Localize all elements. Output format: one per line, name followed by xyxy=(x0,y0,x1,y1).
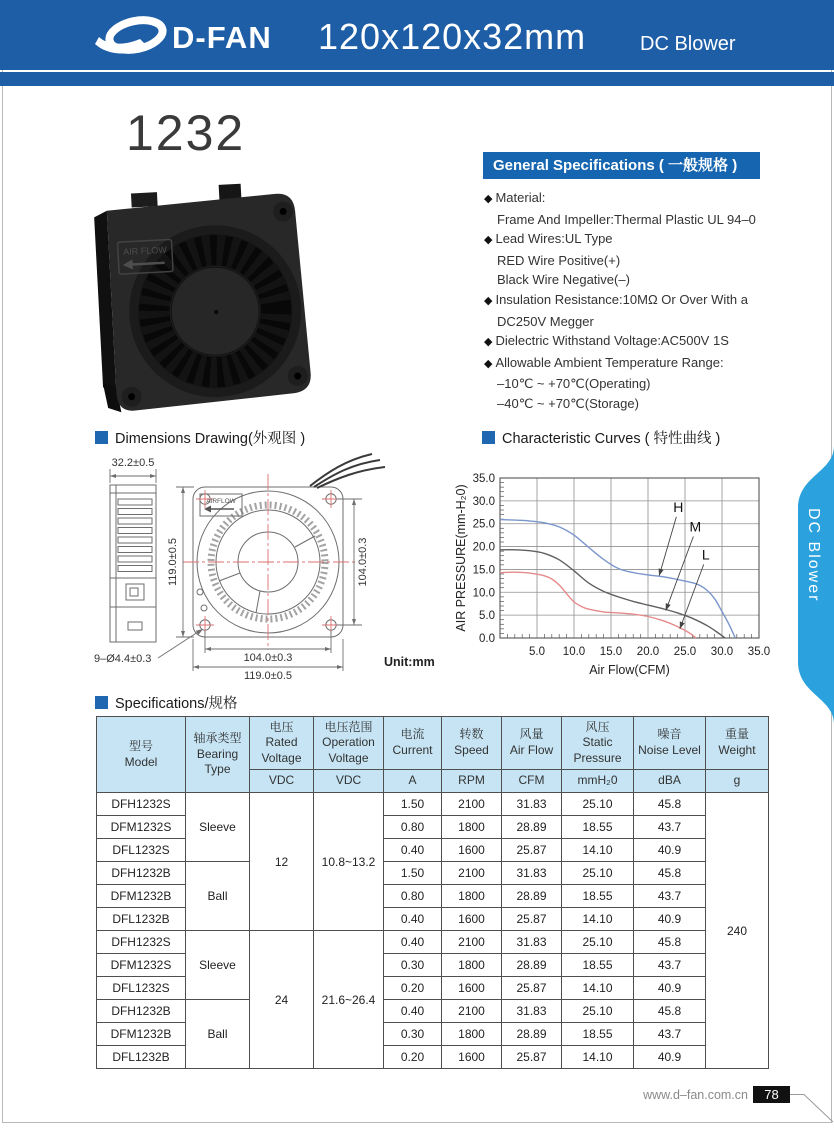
general-spec-item: ◆ Dielectric Withstand Voltage:AC500V 1S xyxy=(484,333,729,349)
cell-model: DFM1232S xyxy=(97,954,186,977)
dim-hole-pitch-right: 104.0±0.3 xyxy=(357,537,369,587)
cell-operation-voltage: 21.6~26.4 xyxy=(314,931,384,1069)
model-number: 1232 xyxy=(126,105,246,161)
col-header-pressure: 风压 Static Pressure xyxy=(562,717,634,770)
cell-airflow: 31.83 xyxy=(502,862,562,885)
website-text: www.d–fan.com.cn xyxy=(643,1088,748,1102)
diamond-bullet-icon: ◆ xyxy=(484,294,493,307)
cell-noise-level: 43.7 xyxy=(634,816,706,839)
table-row xyxy=(97,793,769,816)
cell-bearing-type: Sleeve xyxy=(186,931,250,1000)
cell-noise-level: 43.7 xyxy=(634,885,706,908)
chart-x-axis-label: Air Flow(CFM) xyxy=(589,663,670,677)
diamond-bullet-icon: ◆ xyxy=(484,193,493,205)
cell-current: 0.80 xyxy=(384,885,442,908)
cell-speed: 1600 xyxy=(442,908,502,931)
general-specs-title-bar: General Specifications ( 一般规格 ) xyxy=(483,152,760,179)
cell-speed: 1600 xyxy=(442,1046,502,1069)
col-unit-op_voltage: VDC xyxy=(314,770,384,793)
general-spec-item: RED Wire Positive(+) xyxy=(497,252,621,268)
airflow-sticker-label: AIR FLOW xyxy=(122,244,167,257)
cell-speed: 2100 xyxy=(442,1000,502,1023)
cell-airflow: 28.89 xyxy=(502,954,562,977)
cell-speed: 1600 xyxy=(442,839,502,862)
curves-title: Characteristic Curves ( 特性曲线 ) xyxy=(502,431,721,447)
product-type-title: DC Blower xyxy=(640,33,736,55)
svg-text:30.0: 30.0 xyxy=(472,495,495,508)
cell-static-pressure: 18.55 xyxy=(562,1023,634,1046)
cell-model: DFH1232S xyxy=(97,931,186,954)
cell-bearing-type: Ball xyxy=(186,1000,250,1069)
fan-logo-icon xyxy=(94,13,168,59)
general-spec-item: ◆ Material: xyxy=(484,190,546,205)
col-unit-voltage: VDC xyxy=(250,770,314,793)
cell-static-pressure: 25.10 xyxy=(562,1000,634,1023)
svg-text:20.0: 20.0 xyxy=(636,646,660,658)
general-spec-item: –40℃ ~ +70℃(Storage) xyxy=(497,395,639,411)
col-unit-weight: g xyxy=(706,770,769,793)
cell-current: 0.80 xyxy=(384,816,442,839)
cell-model: DFM1232B xyxy=(97,1023,186,1046)
page-number: 78 xyxy=(753,1086,790,1103)
col-unit-speed: RPM xyxy=(442,770,502,793)
dim-width: 119.0±0.5 xyxy=(243,670,293,682)
cell-rated-voltage: 12 xyxy=(250,793,314,931)
col-header-current: 电流 Current xyxy=(384,717,442,770)
cell-speed: 1800 xyxy=(442,816,502,839)
svg-text:15.0: 15.0 xyxy=(599,646,623,658)
cell-speed: 1600 xyxy=(442,977,502,1000)
cell-current: 1.50 xyxy=(384,793,442,816)
dim-hole-pitch-bottom: 104.0±0.3 xyxy=(243,652,293,664)
specifications-title: Specifications/规格 xyxy=(115,696,238,712)
cell-static-pressure: 14.10 xyxy=(562,839,634,862)
general-spec-item: Frame And Impeller:Thermal Plastic UL 94–0 xyxy=(497,211,756,227)
cell-rated-voltage: 24 xyxy=(250,931,314,1069)
col-header-bearing: 轴承类型 Bearing Type xyxy=(186,717,250,793)
general-spec-item: Black Wire Negative(–) xyxy=(497,272,630,288)
col-header-op_voltage: 电压范围 Operation Voltage xyxy=(314,717,384,770)
cell-speed: 2100 xyxy=(442,862,502,885)
general-specs-list xyxy=(484,188,794,414)
col-unit-current: A xyxy=(384,770,442,793)
section-bullet-icon xyxy=(95,696,108,709)
cell-airflow: 28.89 xyxy=(502,816,562,839)
cell-bearing-type: Ball xyxy=(186,862,250,931)
cell-speed: 1800 xyxy=(442,885,502,908)
cell-current: 0.30 xyxy=(384,954,442,977)
cell-current: 0.20 xyxy=(384,1046,442,1069)
svg-text:5.0: 5.0 xyxy=(529,646,545,658)
svg-text:35.0: 35.0 xyxy=(472,473,495,485)
cell-noise-level: 45.8 xyxy=(634,1000,706,1023)
svg-text:25.0: 25.0 xyxy=(472,518,495,531)
cell-weight: 240 xyxy=(706,793,769,1069)
cell-static-pressure: 18.55 xyxy=(562,885,634,908)
cell-current: 0.40 xyxy=(384,931,442,954)
cell-current: 0.20 xyxy=(384,977,442,1000)
table-row xyxy=(97,862,769,885)
svg-text:15.0: 15.0 xyxy=(472,564,495,577)
cell-airflow: 25.87 xyxy=(502,839,562,862)
cell-speed: 1800 xyxy=(442,954,502,977)
corner-line xyxy=(790,1086,834,1126)
cell-noise-level: 45.8 xyxy=(634,862,706,885)
col-header-weight: 重量 Weight xyxy=(706,717,769,770)
cell-static-pressure: 18.55 xyxy=(562,954,634,977)
cell-model: DFL1232B xyxy=(97,908,186,931)
characteristic-chart xyxy=(452,450,800,692)
cell-model: DFM1232S xyxy=(97,816,186,839)
curve-H xyxy=(500,520,735,638)
cell-current: 0.40 xyxy=(384,1000,442,1023)
cell-airflow: 31.83 xyxy=(502,931,562,954)
cell-model: DFL1232B xyxy=(97,1046,186,1069)
col-header-voltage: 电压 Rated Voltage xyxy=(250,717,314,770)
section-bullet-icon xyxy=(482,431,495,444)
col-unit-noise: dBA xyxy=(634,770,706,793)
svg-text:0.0: 0.0 xyxy=(479,633,495,645)
cell-airflow: 31.83 xyxy=(502,1000,562,1023)
side-tab-label: DC Blower xyxy=(805,508,822,603)
col-header-airflow: 风量 Air Flow xyxy=(502,717,562,770)
cell-static-pressure: 25.10 xyxy=(562,862,634,885)
col-header-noise: 噪音 Noise Level xyxy=(634,717,706,770)
cell-airflow: 28.89 xyxy=(502,885,562,908)
cell-airflow: 25.87 xyxy=(502,1046,562,1069)
cell-current: 0.40 xyxy=(384,839,442,862)
general-spec-item: ◆ Lead Wires:UL Type xyxy=(484,231,613,247)
dim-depth: 32.2±0.5 xyxy=(111,457,155,469)
cell-speed: 2100 xyxy=(442,931,502,954)
curve-label-H: H xyxy=(673,498,684,515)
cell-noise-level: 40.9 xyxy=(634,839,706,862)
cell-static-pressure: 14.10 xyxy=(562,908,634,931)
product-photo xyxy=(85,182,320,427)
cell-model: DFL1232S xyxy=(97,977,186,1000)
cell-model: DFL1232S xyxy=(97,839,186,862)
svg-text:5.0: 5.0 xyxy=(479,610,495,623)
cell-noise-level: 45.8 xyxy=(634,931,706,954)
dim-unit-note: Unit:mm xyxy=(384,655,435,669)
cell-noise-level: 40.9 xyxy=(634,1046,706,1069)
cell-speed: 2100 xyxy=(442,793,502,816)
cell-static-pressure: 25.10 xyxy=(562,931,634,954)
cell-current: 0.30 xyxy=(384,1023,442,1046)
dim-height: 119.0±0.5 xyxy=(167,537,179,587)
cell-operation-voltage: 10.8~13.2 xyxy=(314,793,384,931)
cell-model: DFM1232B xyxy=(97,885,186,908)
chart-y-axis-label: AIR PRESSURE(mm-H₂0) xyxy=(454,484,468,632)
cell-model: DFH1232S xyxy=(97,793,186,816)
col-header-speed: 转数 Speed xyxy=(442,717,502,770)
col-header-model: 型号 Model xyxy=(97,717,186,793)
dimensions-title: Dimensions Drawing(外观图 ) xyxy=(115,431,306,447)
svg-text:25.0: 25.0 xyxy=(673,646,697,658)
cell-airflow: 25.87 xyxy=(502,977,562,1000)
cell-airflow: 28.89 xyxy=(502,1023,562,1046)
curve-M xyxy=(500,550,725,638)
cell-static-pressure: 14.10 xyxy=(562,1046,634,1069)
diamond-bullet-icon: ◆ xyxy=(484,336,493,349)
airflow-label: AIRFLOW xyxy=(206,498,236,505)
cell-model: DFH1232B xyxy=(97,862,186,885)
cell-bearing-type: Sleeve xyxy=(186,793,250,862)
brand-name: D-FAN xyxy=(172,20,272,55)
cell-static-pressure: 18.55 xyxy=(562,816,634,839)
dim-holes-note: 9–Ø4.4±0.3 xyxy=(94,653,152,665)
curve-label-M: M xyxy=(689,518,702,535)
general-spec-item: –10℃ ~ +70℃(Operating) xyxy=(497,376,651,392)
cell-noise-level: 40.9 xyxy=(634,908,706,931)
cell-static-pressure: 14.10 xyxy=(562,977,634,1000)
general-spec-item: ◆ Insulation Resistance:10MΩ Or Over With a xyxy=(484,291,748,307)
product-size-title: 120x120x32mm xyxy=(318,16,587,57)
cell-model: DFH1232B xyxy=(97,1000,186,1023)
svg-text:20.0: 20.0 xyxy=(472,541,495,554)
cell-airflow: 25.87 xyxy=(502,908,562,931)
table-row xyxy=(97,1000,769,1023)
general-spec-item: ◆ Allowable Ambient Temperature Range: xyxy=(484,354,724,370)
svg-text:30.0: 30.0 xyxy=(710,646,734,658)
cell-noise-level: 43.7 xyxy=(634,954,706,977)
svg-text:10.0: 10.0 xyxy=(562,646,586,658)
svg-text:10.0: 10.0 xyxy=(472,587,495,600)
cell-static-pressure: 25.10 xyxy=(562,793,634,816)
section-bullet-icon xyxy=(95,431,108,444)
spec-table xyxy=(96,716,769,1069)
diamond-bullet-icon: ◆ xyxy=(484,357,493,370)
cell-speed: 1800 xyxy=(442,1023,502,1046)
page-header-stripe xyxy=(0,72,834,86)
cell-current: 0.40 xyxy=(384,908,442,931)
col-unit-pressure: mmH₂0 xyxy=(562,770,634,793)
cell-noise-level: 40.9 xyxy=(634,977,706,1000)
curve-label-L: L xyxy=(701,546,710,563)
cell-current: 1.50 xyxy=(384,862,442,885)
table-row xyxy=(97,931,769,954)
cell-noise-level: 43.7 xyxy=(634,1023,706,1046)
diamond-bullet-icon: ◆ xyxy=(484,234,493,247)
svg-text:35.0: 35.0 xyxy=(747,646,771,658)
dimensions-drawing xyxy=(88,452,470,692)
col-unit-airflow: CFM xyxy=(502,770,562,793)
general-spec-item: DC250V Megger xyxy=(497,313,594,329)
cell-airflow: 31.83 xyxy=(502,793,562,816)
cell-noise-level: 45.8 xyxy=(634,793,706,816)
